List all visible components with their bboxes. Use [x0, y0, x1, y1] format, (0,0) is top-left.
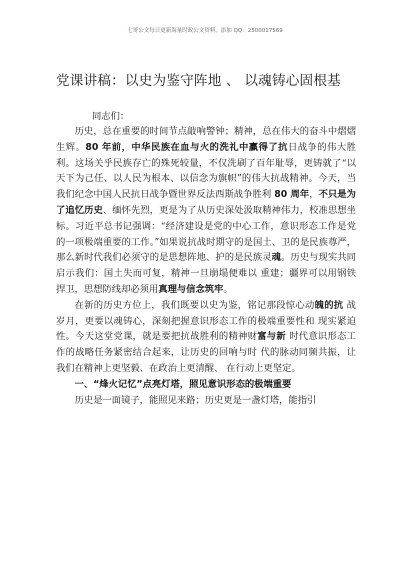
text-segment: 历史，总在重要的时间节点敲响警钟；精神，总在伟大的奋斗中熠熠生辉。 — [56, 126, 356, 153]
text-segment: 日战争的伟大胜利。这场关乎民族存亡的殊死较量，不仅洗刷了百年耻辱，更铸就了“以天下为己任、以人民为根本、以信念为旗帜”的伟大抗战精神。今天，当我们纪念中国人民抗日战争暨世界反法西斯战争胜利 — [56, 141, 356, 201]
text-segment: 战岁月，更要以魂铸心，深刻把握意识形态工作的极端重要性和 现实紧迫性。今天这堂党课，就是要把抗战胜利的精神财 — [56, 299, 356, 343]
emphasis-text: 80 年前，中华民族在血与火的洗礼中赢得了抗 — [85, 141, 288, 153]
emphasis-text: 魂 — [271, 252, 282, 264]
text-segment: 、缅怀先烈，更是为了从历史深处汲取精神伟力，校准思想坐标。习近平总书记强调：“经济建设是党的中心工作，意识形态工作是党的一项极端重要的工作。”如果说抗战时期守的是国土、卫的是民族尊严，那么新时代我们必须守的是思想阵地、护的是民族灵 — [56, 204, 356, 264]
emphasis-text: 魄的抗 — [314, 299, 344, 311]
header-note: 七哥公文每日更新海量时政公文资料，添加 QQ：2500017569 — [127, 28, 283, 34]
emphasis-text: 不只是为了追忆历史 — [56, 189, 356, 216]
page-title: 党课讲稿：以史为鉴守阵地 、 以魂铸心固根基 — [56, 73, 341, 89]
paragraph-2 — [56, 298, 356, 377]
text-segment: 在新的历史方位上，我们既要以史为鉴，铭记那段惊心动 — [74, 299, 315, 311]
text-segment: ， — [309, 189, 319, 201]
emphasis-text: 80 周年 — [274, 189, 310, 201]
document-body — [56, 124, 356, 408]
text-segment: 时代意识形态工作的战略任务紧密结合起来，让历史的回响与时 代的脉动同频共振，让我们在精神上更坚毅、在政治上更清醒、 在行动上更坚定。 — [56, 331, 356, 374]
greeting: 同志们： — [92, 111, 130, 122]
section-heading: 一、“烽火记忆”点亮灯塔，照见意识形态的极端重要 — [74, 378, 292, 390]
text-segment: 。历史与现实共同启示我们：国土失而可复，精神一旦崩塌便难以 重建；疆界可以用钢铁捍卫，思想防线却必须用 — [56, 252, 356, 295]
paragraph-1 — [56, 124, 356, 298]
emphasis-text: 真理与信念筑牢 — [158, 283, 224, 295]
emphasis-text: 富与新 — [257, 331, 286, 343]
paragraph-3: 历史是一面镜子，能照见来路；历史更是一盏灯塔，能指引 — [74, 394, 317, 406]
text-segment: 。 — [223, 283, 233, 295]
